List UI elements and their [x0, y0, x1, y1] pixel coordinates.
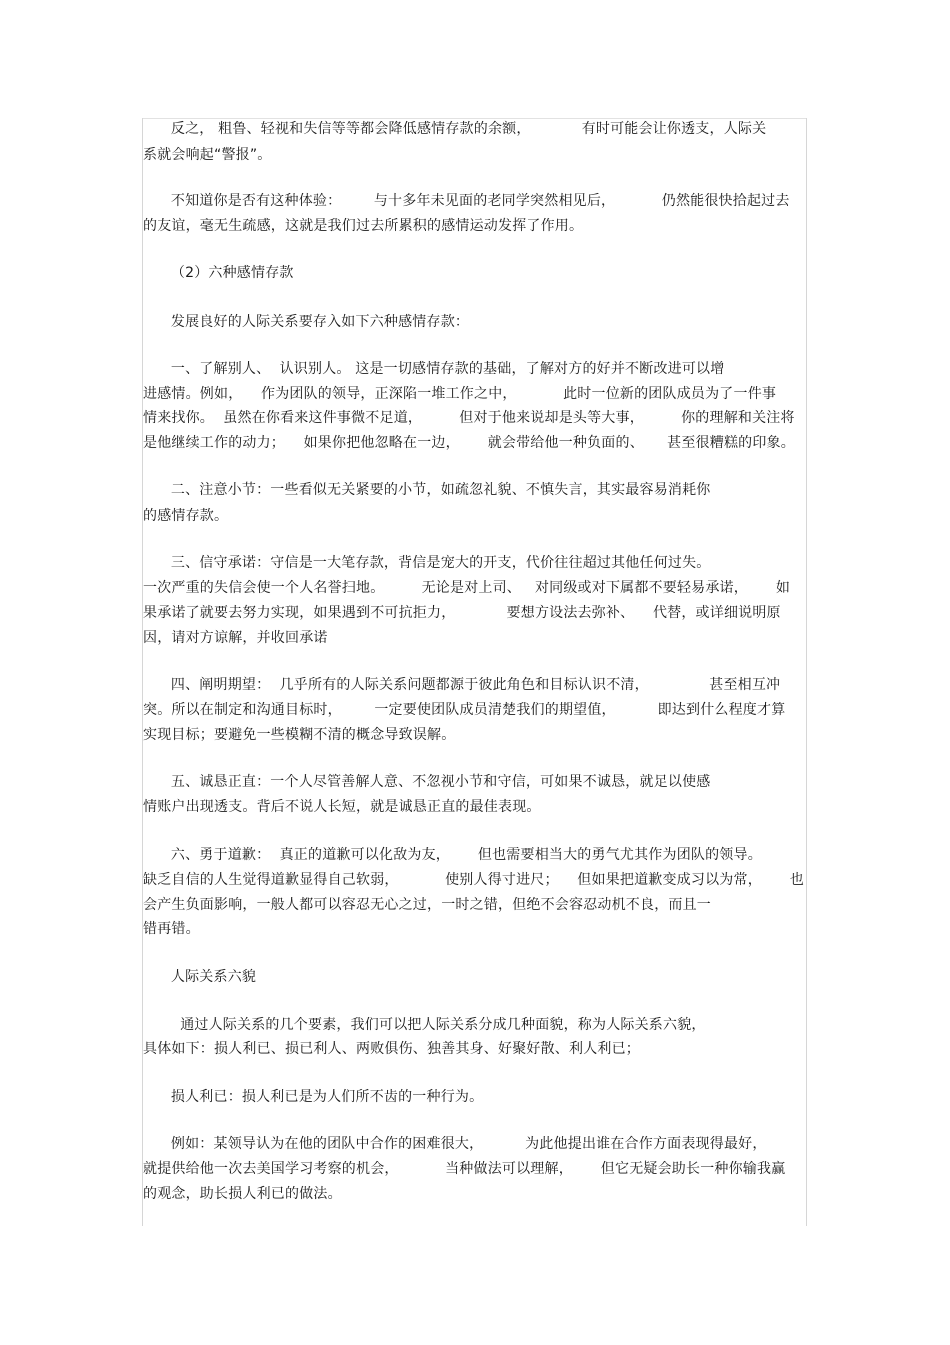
page-frame-top [142, 118, 807, 119]
text-line: 情账户出现透支。背后不说人长短，就是诚恳正直的最佳表现。 [143, 799, 541, 815]
text-line: 通过人际关系的几个要素，我们可以把人际关系分成几种面貌，称为人际关系六貌， [143, 1017, 706, 1033]
text-line: 一、了解别人、 认识别人。 这是一切感情存款的基础，了解对方的好并不断改进可以增 [143, 361, 725, 377]
text-line: 缺乏自信的人生觉得道歉显得自己软弱， 使别人得寸进尺； 但如果把道歉变成习以为常， 也 [143, 872, 805, 888]
text-line: 四、阐明期望： 几乎所有的人际关系问题都源于彼此角色和目标认识不清， 甚至相互冲 [143, 677, 781, 693]
text-line: 的观念，助长损人利已的做法。 [143, 1186, 342, 1202]
text-line: 是他继续工作的动力； 如果你把他忽略在一边， 就会带给他一种负面的、 甚至很糟糕的印象。 [143, 435, 795, 451]
text-line: 五、诚恳正直：一个人尽管善解人意、不忽视小节和守信，可如果不诚恳，就足以使感 [143, 774, 711, 790]
text-line: 具体如下：损人利已、损已利人、两败俱伤、独善其身、好聚好散、利人利已； [143, 1041, 640, 1057]
section-heading: 人际关系六貌 [143, 969, 257, 985]
section-heading: （2）六种感情存款 [143, 265, 294, 281]
text-line: 不知道你是否有这种体验： 与十多年未见面的老同学突然相见后， 仍然能很快拾起过去 [143, 193, 790, 209]
text-line: 的感情存款。 [143, 508, 229, 524]
text-line: 二、注意小节：一些看似无关紧要的小节，如疏忽礼貌、不慎失言，其实最容易消耗你 [143, 482, 711, 498]
text-line: 会产生负面影响，一般人都可以容忍无心之过，一时之错，但绝不会容忍动机不良，而且一 [143, 897, 711, 913]
text-line: 情来找你。 虽然在你看来这件事微不足道， 但对于他来说却是头等大事， 你的理解和关注将 [143, 410, 795, 426]
page-frame-left [142, 118, 143, 1226]
text-line: 系就会响起“警报”。 [143, 147, 272, 163]
text-line: 反之， 粗鲁、轻视和失信等等都会降低感情存款的余额， 有时可能会让你透支，人际关 [143, 121, 767, 137]
text-line: 进感情。例如， 作为团队的领导，正深陷一堆工作之中， 此时一位新的团队成员为了一件事 [143, 386, 777, 402]
text-line: 发展良好的人际关系要存入如下六种感情存款： [143, 314, 470, 330]
page-frame-right [806, 118, 807, 1226]
text-line: 突。所以在制定和沟通目标时， 一定要使团队成员清楚我们的期望值， 即达到什么程度才算 [143, 702, 786, 718]
text-line: 六、勇于道歉： 真正的道歉可以化敌为友， 但也需要相当大的勇气尤其作为团队的领导。 [143, 847, 762, 863]
text-line: 果承诺了就要去努力实现，如果遇到不可抗拒力， 要想方设法去弥补、 代替，或详细说明原 [143, 605, 781, 621]
text-line: 实现目标；要避免一些模糊不清的概念导致误解。 [143, 727, 456, 743]
text-line: 一次严重的失信会使一个人名誉扫地。 无论是对上司、 对同级或对下属都不要轻易承诺， 如 [143, 580, 791, 596]
text-line: 三、信守承诺：守信是一大笔存款，背信是宠大的开支，代价往往超过其他任何过失。 [143, 555, 711, 571]
text-line: 例如：某领导认为在他的团队中合作的困难很大， 为此他提出谁在合作方面表现得最好， [143, 1136, 767, 1152]
text-line: 的友谊，毫无生疏感，这就是我们过去所累积的感情运动发挥了作用。 [143, 218, 584, 234]
text-line: 因，请对方谅解，并收回承诺 [143, 630, 328, 646]
text-line: 损人利已：损人利已是为人们所不齿的一种行为。 [143, 1089, 484, 1105]
text-line: 就提供给他一次去美国学习考察的机会， 当种做法可以理解， 但它无疑会助长一种你输我赢 [143, 1161, 786, 1177]
text-line: 错再错。 [143, 921, 200, 937]
